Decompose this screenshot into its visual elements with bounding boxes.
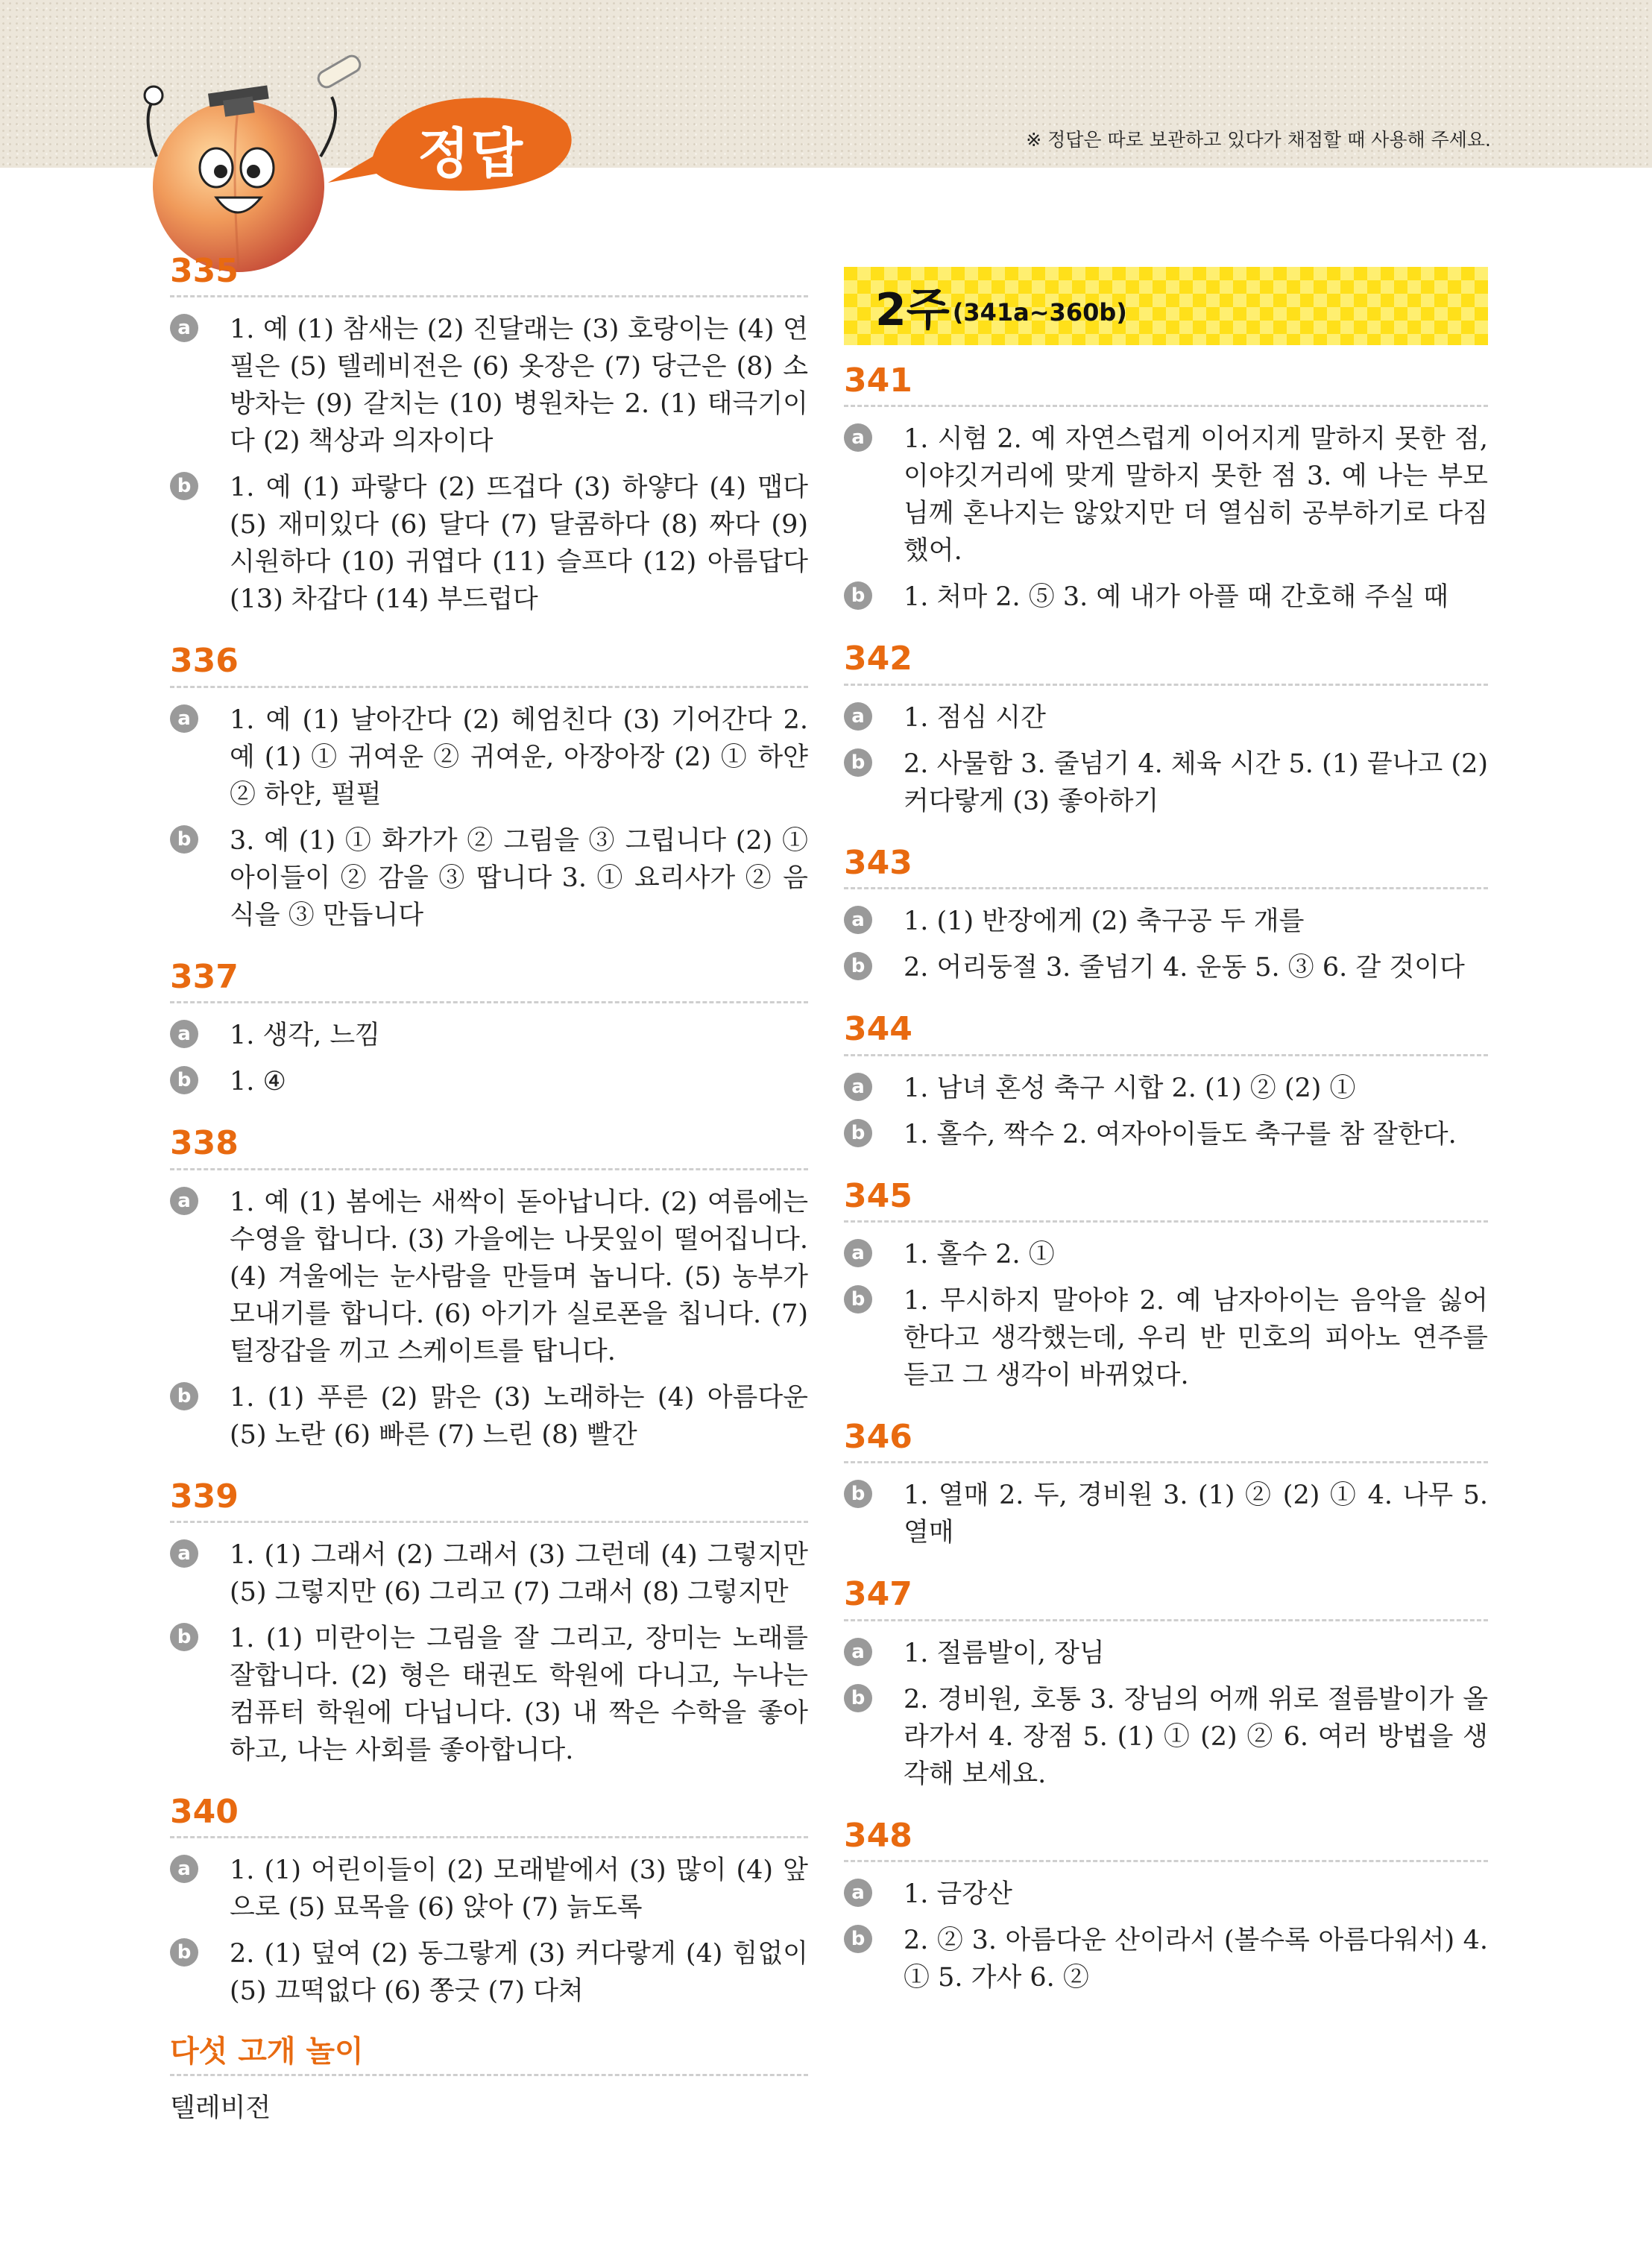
part-marker-icon: b [844,1119,872,1147]
part-marker-icon: a [844,1638,872,1666]
answer-row [844,745,1488,820]
answer-row [844,699,1488,737]
section-number: 338 [170,1126,808,1170]
section-number: 348 [844,1818,1488,1862]
answer-section-336 [170,643,808,933]
answer-row [844,1477,1488,1551]
part-marker-icon: b [170,1066,198,1094]
answer-text: 1. (1) 푸른 (2) 맑은 (3) 노래하는 (4) 아름다운 (5) 노란 (6) 빠른 (7) 느린 (8) 빨간 [230,1382,808,1450]
answer-text: 1. (1) 반장에게 (2) 축구공 두 개를 [904,906,1305,937]
week-banner [844,267,1488,345]
part-marker-icon: a [844,702,872,731]
part-marker-icon: b [170,472,198,500]
answer-text: 1. 예 (1) 참새는 (2) 진달래는 (3) 호랑이는 (4) 연필은 (5) 텔레비전은 (6) 옷장은 (7) 당근은 (8) 소방차는 (9) 갈치는 (10) 병원차는 2. (1) 태극기이다 (2) 책상과 의자이다 [230,315,808,457]
answer-text: 3. 예 (1) ① 화가가 ② 그림을 ③ 그립니다 (2) ① 아이들이 ② 감을 ③ 땁니다 3. ① 요리사가 ② 음식을 ③ 만듭니다 [230,825,808,930]
answer-section-337 [170,959,808,1100]
section-number: 347 [844,1577,1488,1621]
section-number: 341 [844,363,1488,407]
answer-section-344 [844,1012,1488,1152]
answer-text: 1. (1) 미란이는 그림을 잘 그리고, 장미는 노래를 잘합니다. (2) 형은 태권도 학원에 다니고, 누나는 컴퓨터 학원에 다닙니다. (3) 내 짝은 수학을 좋아하고, 나는 사회를 좋아합니다. [230,1623,808,1765]
answer-text: 1. 홀수, 짝수 2. 여자아이들도 축구를 참 잘한다. [904,1119,1457,1150]
answer-row [844,903,1488,940]
part-marker-icon: a [170,704,198,733]
answer-row [844,1876,1488,1913]
section-number: 346 [844,1419,1488,1463]
answer-row [844,420,1488,570]
section-number: 344 [844,1012,1488,1056]
answer-text: 1. 예 (1) 파랗다 (2) 뜨겁다 (3) 하얗다 (4) 맵다 (5) 재미있다 (6) 달다 (7) 달콤하다 (8) 짜다 (9) 시원하다 (10) 귀엽다 (11) 슬프다 (12) 아름답다 (13) 차갑다 (14) 부드럽다 [230,473,808,615]
header-note: ※ 정답은 따로 보관하고 있다가 채점할 때 사용해 주세요. [1026,129,1491,151]
answer-row [844,1236,1488,1273]
answer-text: 1. 남녀 혼성 축구 시합 2. (1) ② (2) ① [904,1073,1356,1103]
part-marker-icon: a [170,1855,198,1883]
part-marker-icon: b [170,1623,198,1651]
section-number: 342 [844,641,1488,685]
answer-row [844,1681,1488,1793]
page-title: 정답 [417,122,525,185]
answer-text: 1. 시험 2. 예 자연스럽게 이어지게 말하지 못한 점, 이야깃거리에 맞게 말하지 못한 점 3. 예 나는 부모님께 혼나지는 않았지만 더 열심히 공부하기로 다짐했어. [904,424,1488,567]
answer-section-340 [170,1794,808,2010]
answer-row [844,949,1488,986]
answer-row [170,1852,808,1926]
game-section [170,2035,808,2127]
game-title: 다섯 고개 놀이 [170,2035,808,2076]
answer-row [844,578,1488,616]
answer-row [170,1379,808,1454]
part-marker-icon: a [844,1073,872,1101]
section-number: 340 [170,1794,808,1838]
answer-row [170,311,808,460]
part-marker-icon: a [844,906,872,934]
answer-row [170,701,808,813]
answer-text: 1. 열매 2. 두, 경비원 3. (1) ② (2) ① 4. 나무 5. 열매 [904,1480,1488,1548]
section-number: 343 [844,845,1488,889]
answer-section-348 [844,1818,1488,1996]
game-answer: 텔레비전 [170,2093,271,2124]
part-marker-icon: b [170,1382,198,1410]
answer-text: 2. (1) 덮여 (2) 동그랗게 (3) 커다랗게 (4) 힘없이 (5) 끄떡없다 (6) 쫑긋 (7) 다쳐 [230,1939,808,2007]
answer-section-347 [844,1577,1488,1792]
answer-text: 1. 예 (1) 날아간다 (2) 헤엄친다 (3) 기어간다 2. 예 (1) ① 귀여운 ② 귀여운, 아장아장 (2) ① 하얀 ② 하얀, 펄펄 [230,704,808,810]
answer-row [170,1620,808,1769]
answer-text: 1. ④ [230,1067,286,1097]
answer-text: 1. 홀수 2. ① [904,1239,1055,1270]
answer-section-346 [844,1419,1488,1551]
answer-row [844,1282,1488,1394]
answer-row [170,1935,808,2010]
answer-text: 1. 무시하지 말아야 2. 예 남자아이는 음악을 싫어한다고 생각했는데, 우리 반 민호의 피아노 연주를 듣고 그 생각이 바뀌었다. [904,1285,1488,1390]
section-number: 336 [170,643,808,687]
answer-text: 1. 금강산 [904,1879,1012,1910]
answer-text: 1. (1) 그래서 (2) 그래서 (3) 그런데 (4) 그렇지만 (5) 그렇지만 (6) 그리고 (7) 그래서 (8) 그렇지만 [230,1539,808,1607]
answer-row [170,1017,808,1054]
answer-row [844,1635,1488,1672]
part-marker-icon: b [844,581,872,610]
answer-row [170,1184,808,1370]
answer-section-339 [170,1479,808,1769]
answer-text: 1. 처마 2. ⑤ 3. 예 내가 아플 때 간호해 주실 때 [904,582,1448,613]
part-marker-icon: b [170,1938,198,1967]
answer-row [170,469,808,618]
answer-section-341 [844,363,1488,616]
answer-text: 2. 경비원, 호통 3. 장님의 어깨 위로 절름발이가 올라가서 4. 장점 5. (1) ① (2) ② 6. 여러 방법을 생각해 보세요. [904,1684,1488,1789]
answer-section-342 [844,641,1488,819]
part-marker-icon: b [844,952,872,980]
answer-row [844,1922,1488,1996]
right-column [844,253,1488,2022]
part-marker-icon: a [844,1879,872,1907]
answer-text: 1. 예 (1) 봄에는 새싹이 돋아납니다. (2) 여름에는 수영을 합니다. (3) 가을에는 나뭇잎이 떨어집니다. (4) 겨울에는 눈사람을 만들며 놉니다. (5) 농부가 모내기를 합니다. (6) 아기가 실로폰을 칩니다. (7) 털장갑을 끼고 스케이트를 탑니다. [230,1187,808,1366]
answer-text: 1. 절름발이, 장님 [904,1638,1105,1668]
left-column [170,253,808,2152]
answer-section-343 [844,845,1488,986]
answer-section-335 [170,253,808,618]
part-marker-icon: b [844,1684,872,1712]
answer-row [844,1116,1488,1153]
section-number: 345 [844,1179,1488,1223]
part-marker-icon: b [844,1285,872,1314]
answer-text: 1. 점심 시간 [904,702,1046,733]
answer-section-338 [170,1126,808,1453]
answer-text: 1. 생각, 느낌 [230,1021,381,1051]
week-range: (341a~360b) [952,297,1127,327]
answer-row [170,822,808,934]
part-marker-icon: a [170,1187,198,1215]
part-marker-icon: a [170,1020,198,1048]
section-number: 339 [170,1479,808,1523]
part-marker-icon: a [170,1539,198,1568]
part-marker-icon: a [844,1239,872,1267]
part-marker-icon: a [170,314,198,342]
part-marker-icon: b [170,825,198,854]
answer-text: 2. 사물함 3. 줄넘기 4. 체육 시간 5. (1) 끝나고 (2) 커다랗게 (3) 좋아하기 [904,748,1488,816]
answer-section-345 [844,1176,1488,1394]
answer-row [844,1070,1488,1107]
answer-text: 2. ② 3. 아름다운 산이라서 (볼수록 아름다워서) 4. ① 5. 가사 6. ② [904,1926,1488,1993]
answer-row [170,1063,808,1100]
part-marker-icon: b [844,1480,872,1508]
answer-text: 1. (1) 어린이들이 (2) 모래밭에서 (3) 많이 (4) 앞으로 (5) 묘목을 (6) 앉아 (7) 늙도록 [230,1855,808,1923]
section-number: 337 [170,959,808,1003]
section-number: 335 [170,253,808,297]
week-label: 2주 [875,283,950,336]
answer-text: 2. 어리둥절 3. 줄넘기 4. 운동 5. ③ 6. 갈 것이다 [904,953,1465,983]
part-marker-icon: a [844,423,872,452]
answer-row [170,1536,808,1611]
part-marker-icon: b [844,1925,872,1953]
part-marker-icon: b [844,748,872,777]
